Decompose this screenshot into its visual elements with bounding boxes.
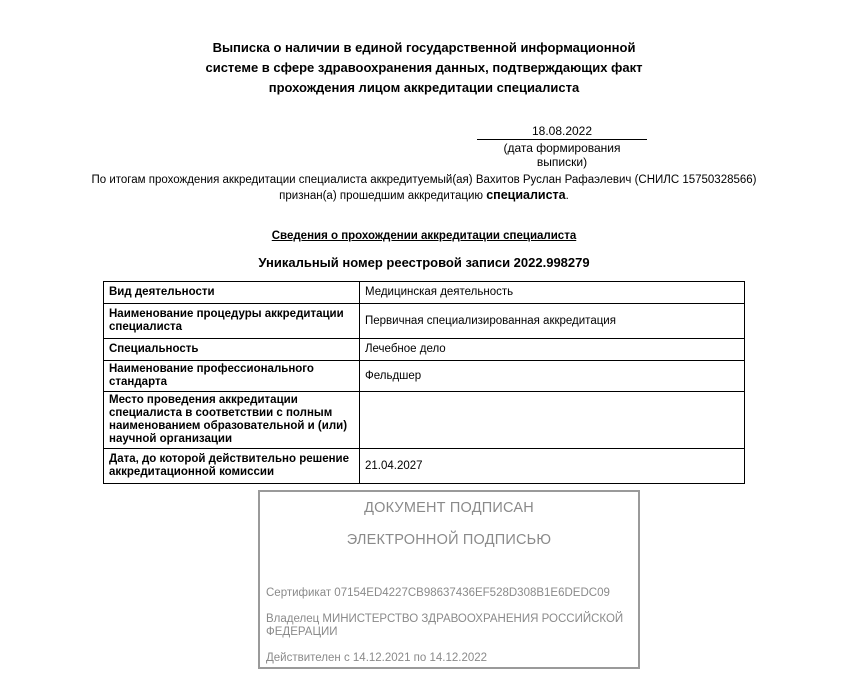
stamp-heading-line-2: ЭЛЕКТРОННОЙ ПОДПИСЬЮ [346,532,552,548]
table-row [104,339,745,361]
table-row [104,282,745,304]
formation-date-block [477,124,647,169]
statement-line-2 [0,188,848,204]
electronic-signature-stamp [258,490,640,669]
title-line-3: прохождения лицом аккредитации специалиста [268,80,580,95]
row-label: Наименование профессионального стандарта [104,361,360,392]
row-label: Место проведения аккредитации специалиста в соответствии с полным наименованием образовательной и (или) научной организации [104,392,360,449]
row-value [360,392,745,449]
table-row [104,304,745,339]
stamp-heading-line-1: ДОКУМЕНТ ПОДПИСАН [364,500,534,516]
statement-prefix: признан(а) прошедшим аккредитацию [279,190,487,202]
statement-line-1: По итогам прохождения аккредитации специалиста аккредитуемый(ая) Вахитов Руслан Рафаэлевич (СНИЛС 15750328566) [91,174,757,186]
formation-date: 18.08.2022 [477,124,647,140]
row-value: Медицинская деятельность [360,282,745,304]
row-value: Лечебное дело [360,339,745,361]
row-value: Первичная специализированная аккредитация [360,304,745,339]
stamp-owner: Владелец МИНИСТЕРСТВО ЗДРАВООХРАНЕНИЯ РОССИЙСКОЙ ФЕДЕРАЦИИ [266,613,624,638]
accreditation-statement [0,173,848,204]
section-title: Сведения о прохождении аккредитации специалиста [271,230,577,242]
row-value: 21.04.2027 [360,449,745,484]
registry-number: Уникальный номер реестровой записи 2022.998279 [258,255,590,270]
formation-date-caption: (дата формирования выписки) [503,141,621,169]
title-line-1: Выписка о наличии в единой государственной информационной [212,40,636,55]
table-row [104,392,745,449]
accreditation-details-table [103,281,745,484]
row-label: Дата, до которой действительно решение аккредитационной комиссии [104,449,360,484]
table-row [104,449,745,484]
row-label: Вид деятельности [104,282,360,304]
title-line-2: системе в сфере здравоохранения данных, подтверждающих факт [205,60,643,75]
table-row [104,361,745,392]
stamp-validity: Действителен с 14.12.2021 по 14.12.2022 [266,652,488,664]
row-label: Специальность [104,339,360,361]
document-title [0,38,848,98]
row-label: Наименование процедуры аккредитации специалиста [104,304,360,339]
stamp-certificate: Сертификат 07154ED4227CB98637436EF528D308B1E6DEDC09 [266,587,610,599]
statement-suffix: . [565,190,569,202]
row-value: Фельдшер [360,361,745,392]
statement-bold-word: специалиста [486,188,566,202]
